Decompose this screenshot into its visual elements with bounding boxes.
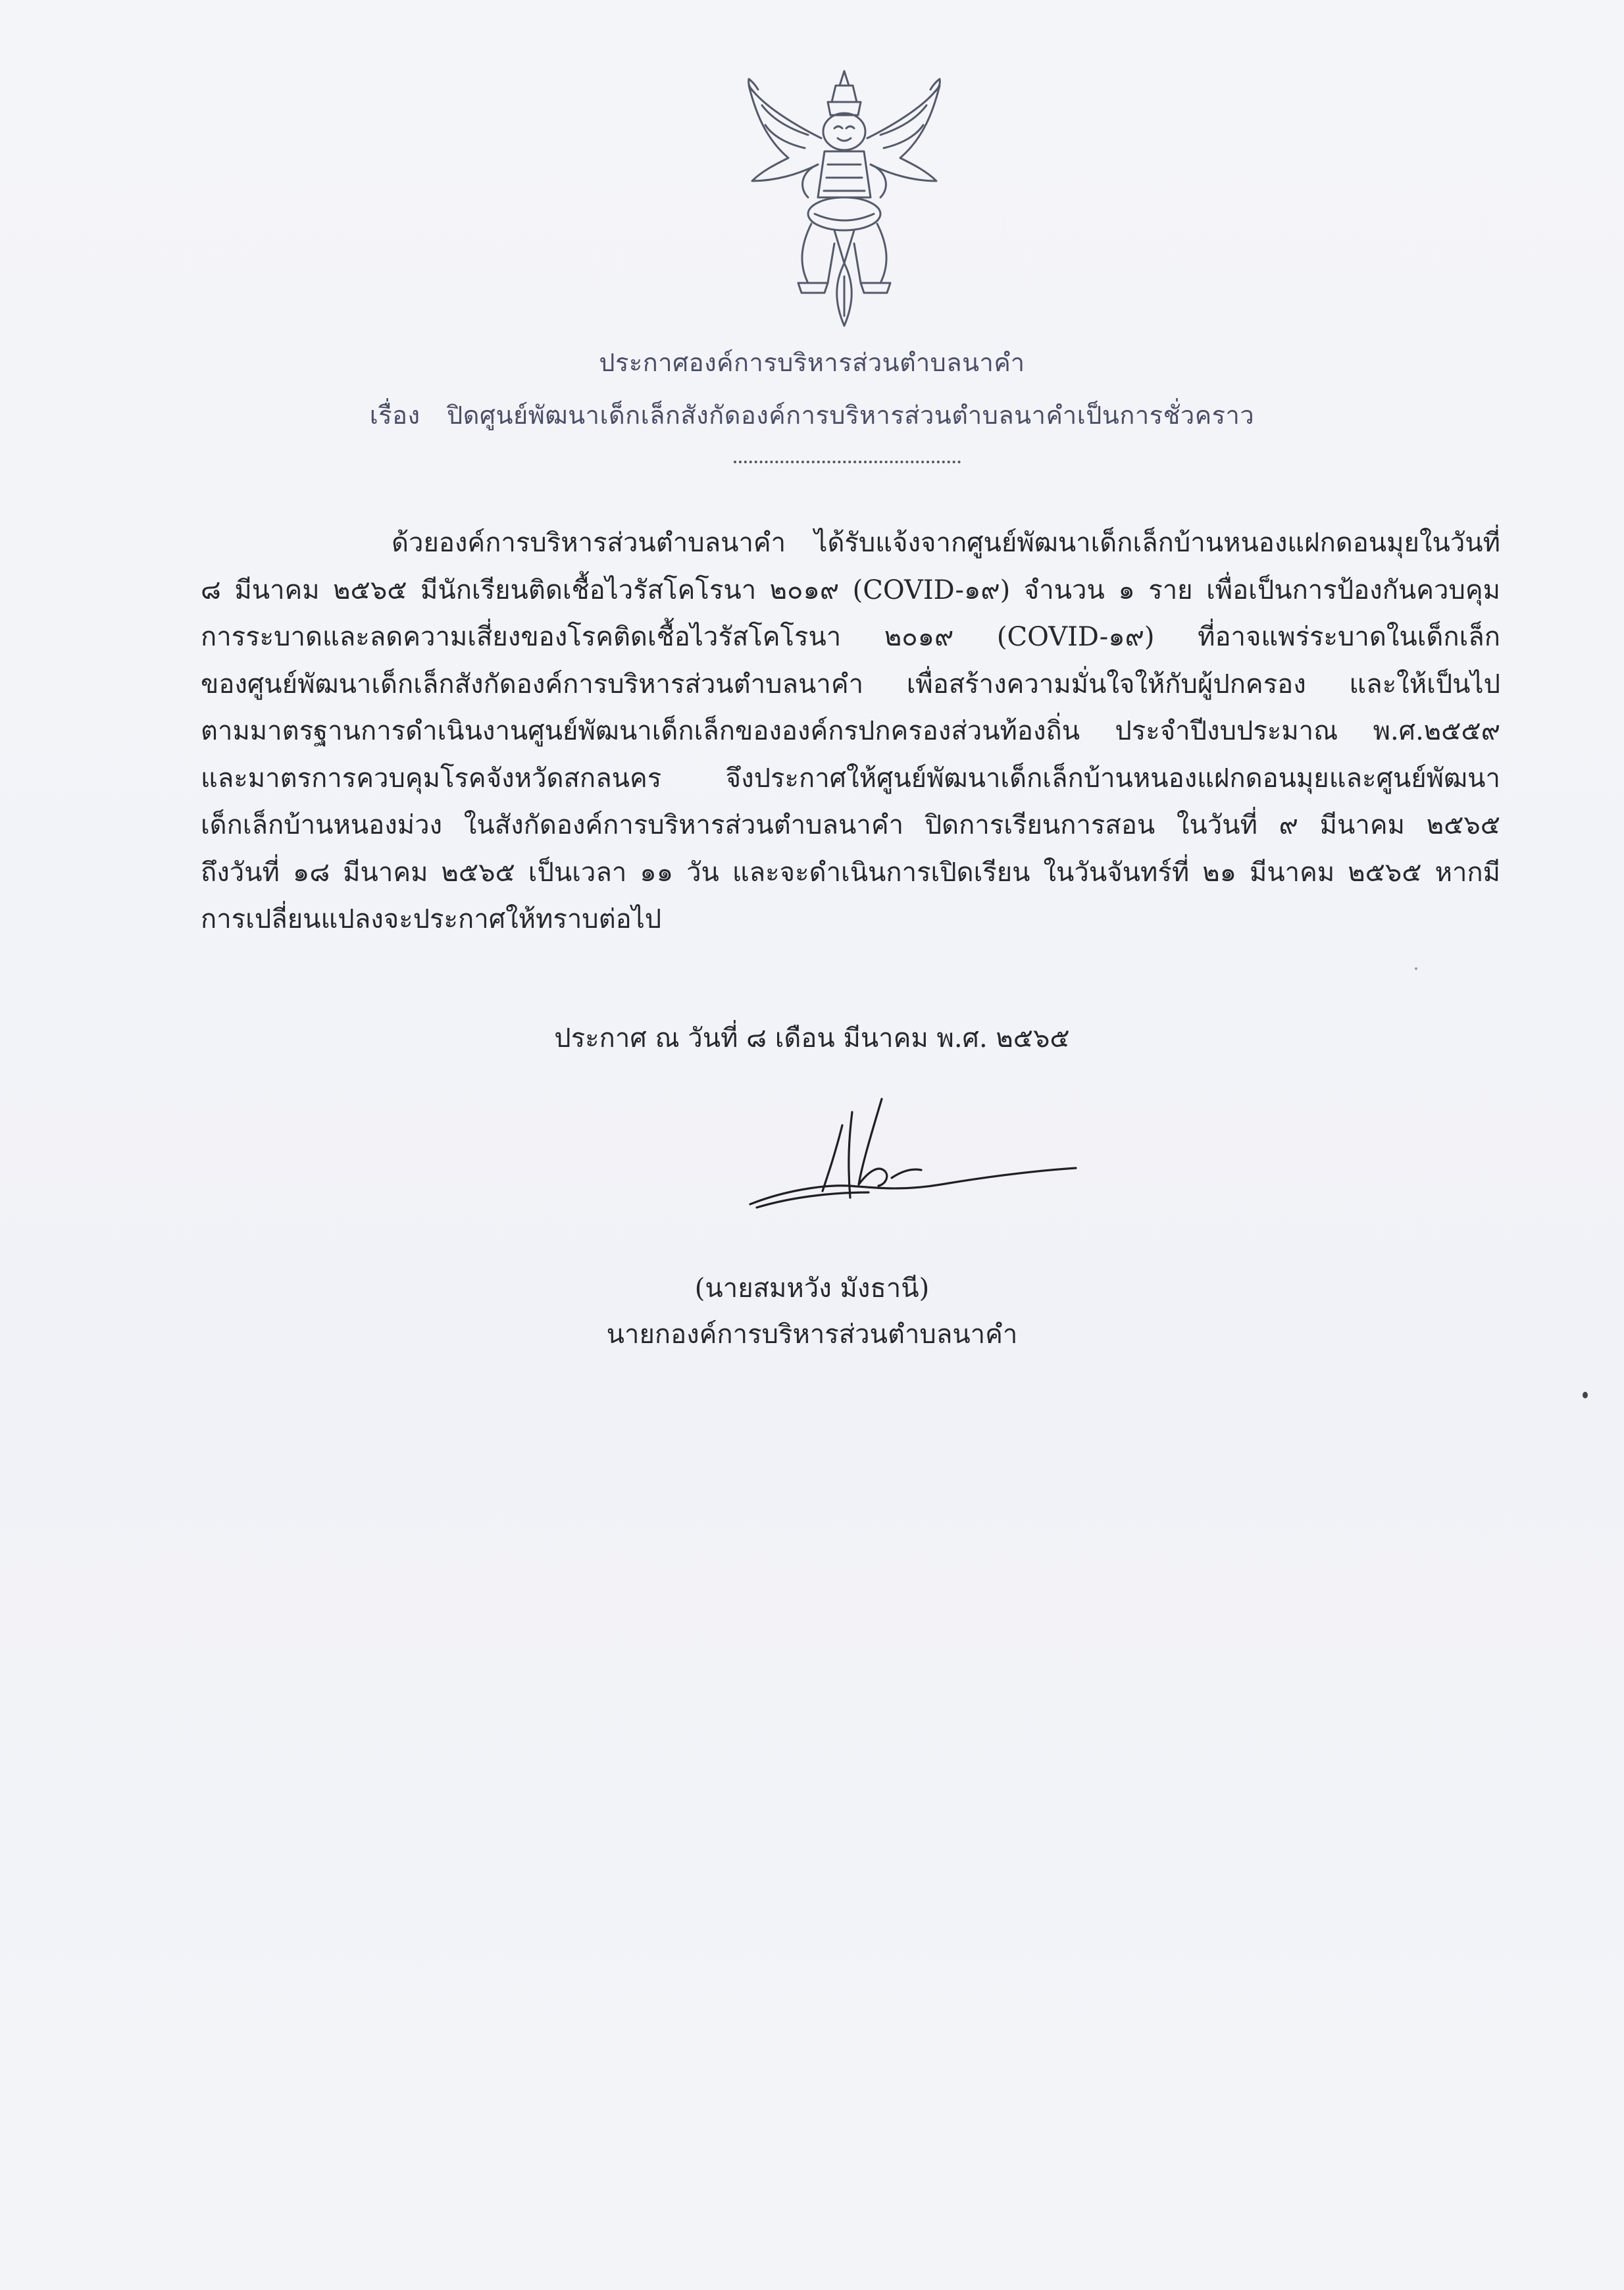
announcement-subject: ปิดศูนย์พัฒนาเด็กเล็กสังกัดองค์การบริหารส่วนตำบลนาคำเป็นการชั่วคราว	[447, 401, 1255, 430]
body-line: ด้วยองค์การบริหารส่วนตำบลนาคำ ได้รับแจ้งจากศูนย์พัฒนาเด็กเล็กบ้านหนองแฝกดอนมุยในวันที่	[392, 528, 1500, 558]
scan-speck	[1583, 1392, 1588, 1398]
dotted-separator	[734, 461, 961, 463]
announcement-body	[201, 520, 1500, 944]
announcement-subject-line	[0, 395, 1624, 435]
body-line: และมาตรการควบคุมโรคจังหวัดสกลนคร จึงประกาศให้ศูนย์พัฒนาเด็กเล็กบ้านหนองแฝกดอนมุยและศูนย์พัฒนา	[201, 763, 1500, 794]
body-line: เด็กเล็กบ้านหนองม่วง ในสังกัดองค์การบริหารส่วนตำบลนาคำ ปิดการเรียนการสอน ในวันที่ ๙ มีนาคม ๒๕๖๕	[201, 810, 1500, 840]
scan-speck	[1415, 967, 1417, 970]
garuda-emblem	[736, 66, 953, 329]
body-line: ถึงวันที่ ๑๘ มีนาคม ๒๕๖๕ เป็นเวลา ๑๑ วัน และจะดำเนินการเปิดเรียน ในวันจันทร์ที่ ๒๑ มีนาคม ๒๕๖๕ หากมี	[201, 857, 1500, 888]
signer-position: นายกองค์การบริหารส่วนตำบลนาคำ	[606, 1319, 1018, 1350]
body-line: ตามมาตรฐานการดำเนินงานศูนย์พัฒนาเด็กเล็กขององค์กรปกครองส่วนท้องถิ่น ประจำปีงบประมาณ พ.ศ.๒๕๕๙	[201, 716, 1500, 746]
subject-label: เรื่อง	[369, 401, 420, 430]
body-line: ๘ มีนาคม ๒๕๖๕ มีนักเรียนติดเชื้อไวรัสโคโรนา ๒๐๑๙ (COVID-๑๙) จำนวน ๑ ราย เพื่อเป็นการป้องกันควบคุม	[201, 574, 1500, 605]
announcement-date: ประกาศ ณ วันที่ ๘ เดือน มีนาคม พ.ศ. ๒๕๖๕	[554, 1023, 1070, 1054]
handwritten-signature	[744, 1092, 1086, 1224]
body-line: ของศูนย์พัฒนาเด็กเล็กสังกัดองค์การบริหารส่วนตำบลนาคำ เพื่อสร้างความมั่นใจให้กับผู้ปกครอง และให้เป็นไป	[201, 669, 1500, 700]
announcement-title: ประกาศองค์การบริหารส่วนตำบลนาคำ	[599, 348, 1025, 377]
body-line: การเปลี่ยนแปลงจะประกาศให้ทราบต่อไป	[201, 904, 662, 934]
signer-name: (นายสมหวัง มังธานี)	[694, 1273, 930, 1304]
body-line: การระบาดและลดความเสี่ยงของโรคติดเชื้อไวรัสโคโรนา ๒๐๑๙ (COVID-๑๙) ที่อาจแพร่ระบาดในเด็กเล็ก	[201, 622, 1500, 652]
